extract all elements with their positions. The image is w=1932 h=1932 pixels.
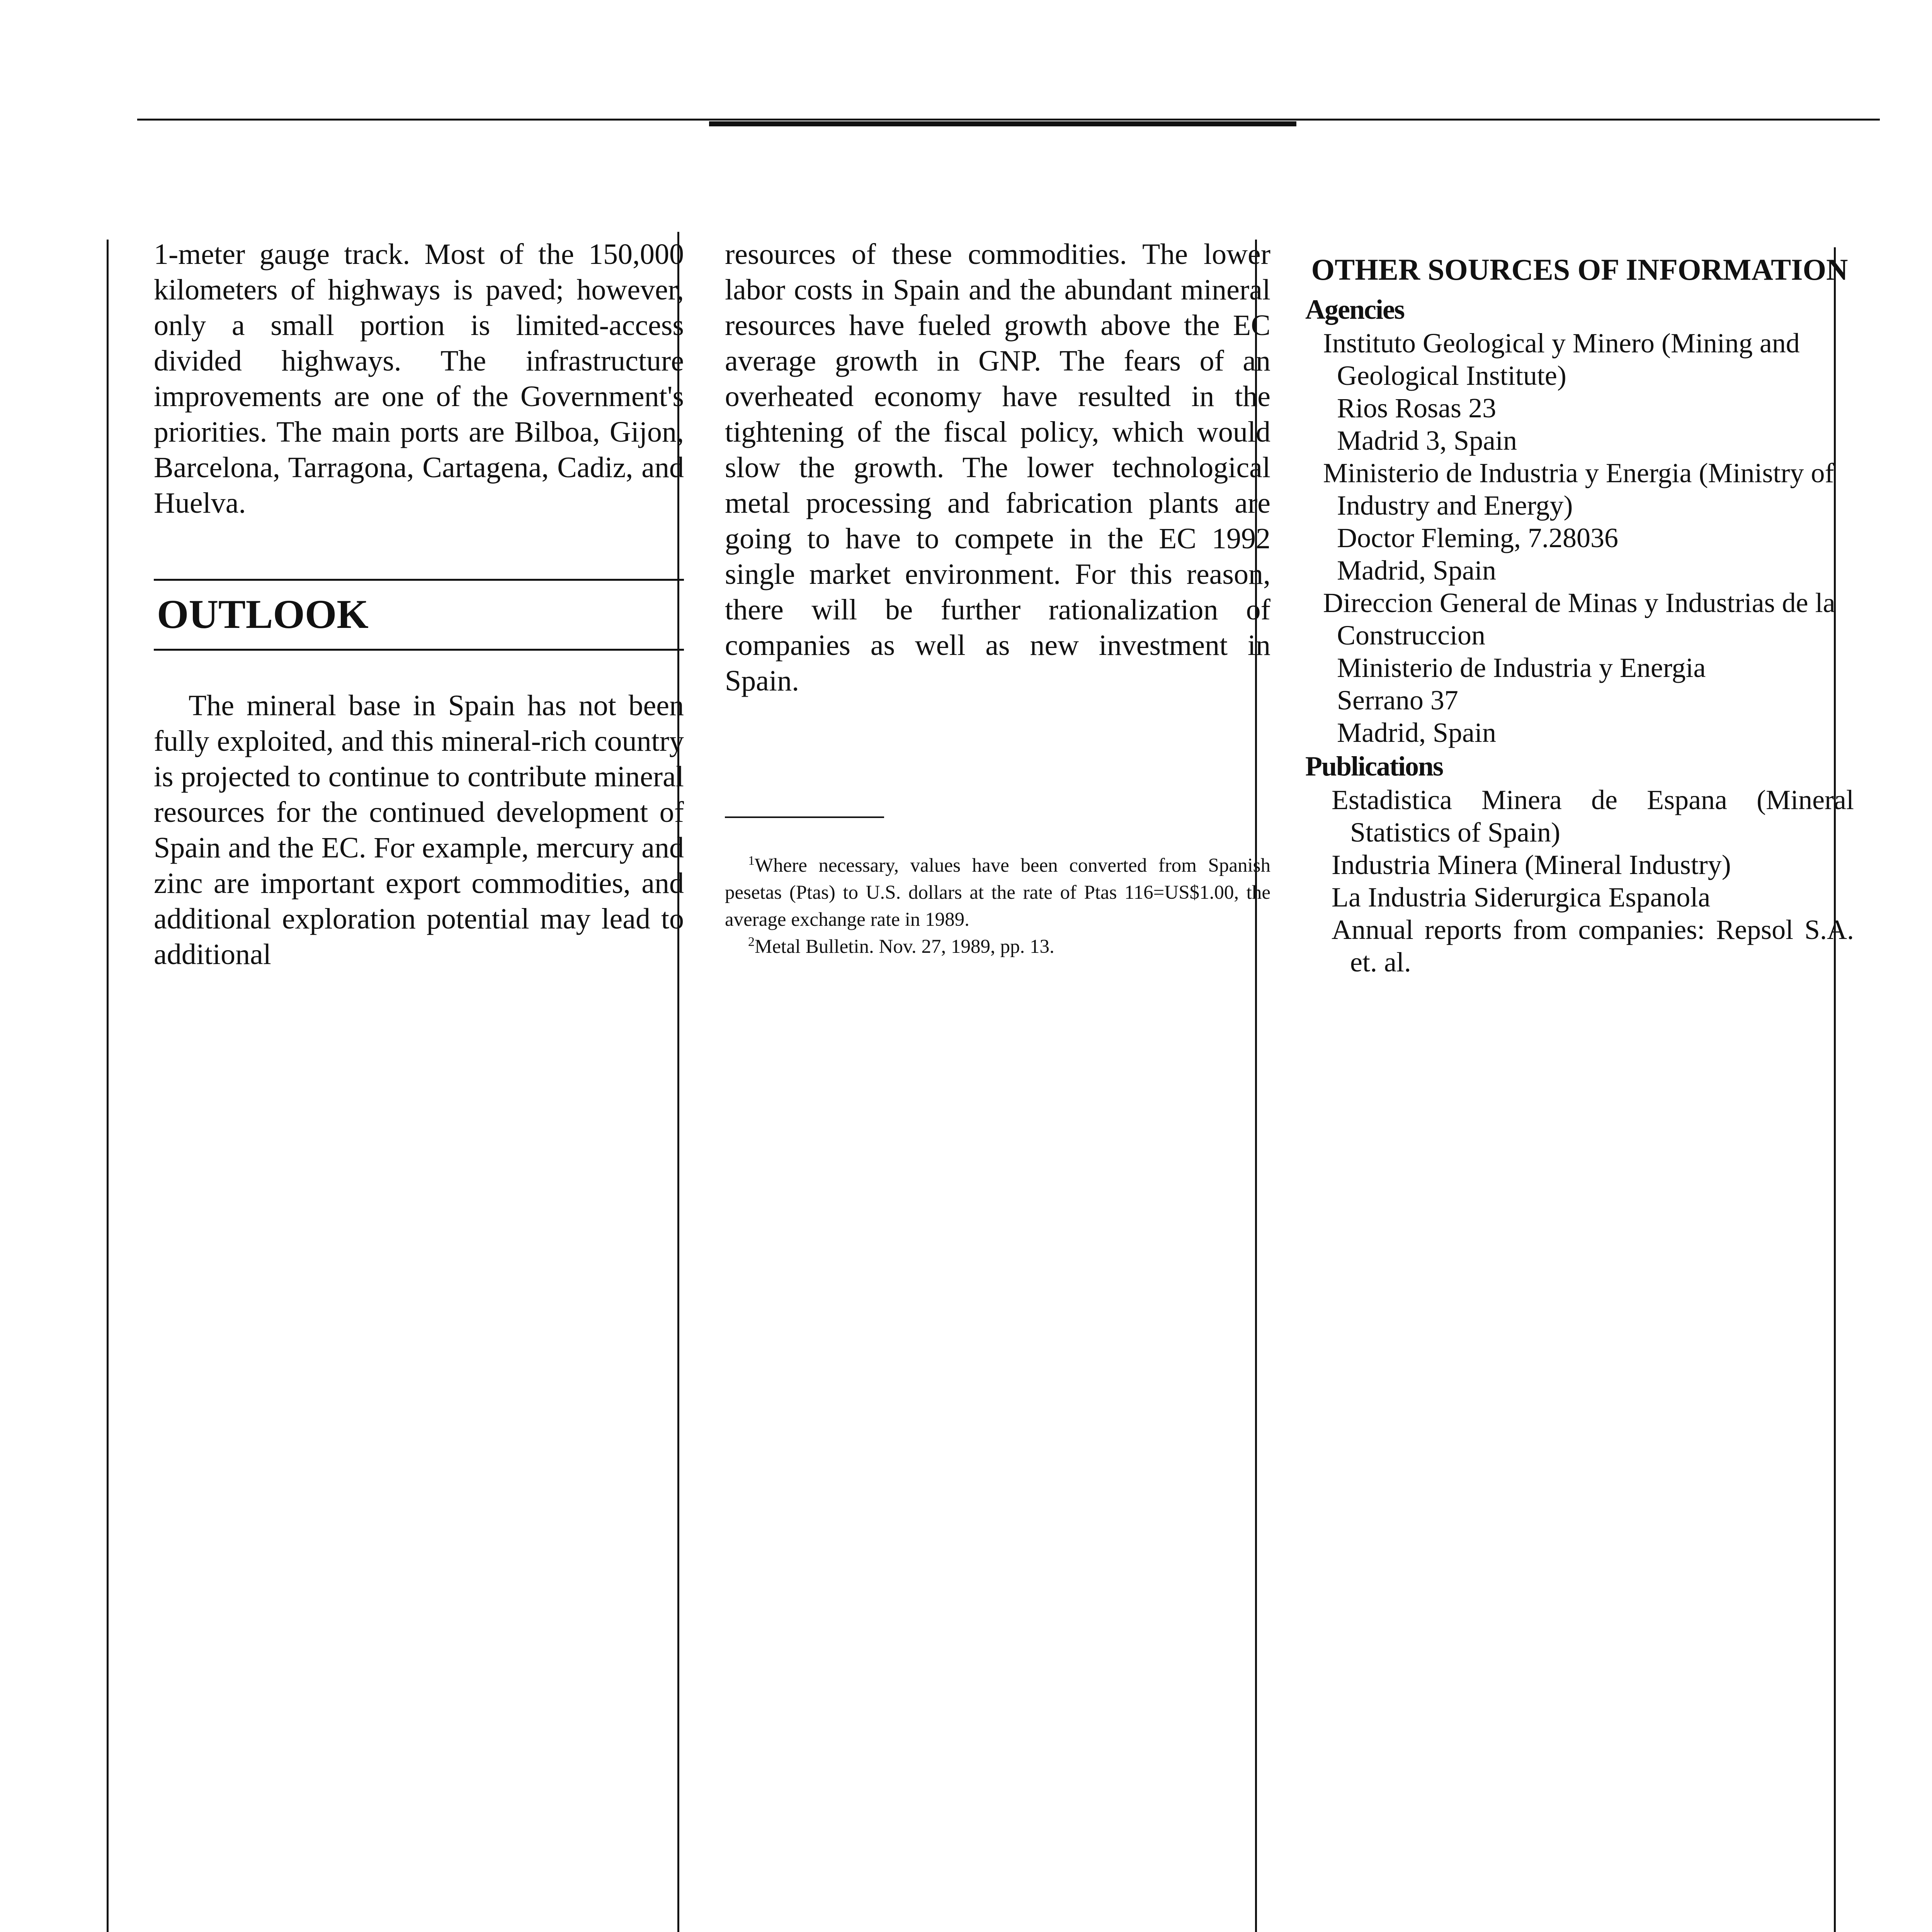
body-paragraph: The mineral base in Spain has not been fully exploited, and this mineral-rich country is projected to continue to contribute mineral resources for the continued development of Spain and the EC. For example, mercury and zinc are important export commodities, and additional exploration potential may lead to additional bbox=[154, 689, 684, 971]
section-heading-outlook: OUTLOOK bbox=[154, 579, 684, 651]
publication-item: Annual reports from companies: Repsol S.A. et. al. bbox=[1332, 914, 1854, 978]
subheading-agencies: Agencies bbox=[1305, 294, 1404, 325]
column-divider bbox=[107, 240, 109, 1932]
agency-entry: Instituto Geological y Minero (Mining and Geological Institute) Rios Rosas 23 Madrid 3, Spain bbox=[1323, 328, 1800, 456]
footnotes bbox=[725, 852, 1270, 960]
column-2 bbox=[725, 236, 1270, 960]
subheading-publications: Publications bbox=[1305, 751, 1443, 782]
footnote-1: $^1$Where necessary, values have been converted from Spanish pesetas (Ptas) to U.S. dollars at the rate of Ptas 116=US$1.00, the average exchange rate in 1989. bbox=[725, 854, 1270, 930]
body-paragraph: resources of these commodities. The lower labor costs in Spain and the abundant mineral resources have fueled growth above the EC average growth in GNP. The fears of an overheated economy have resulted in the tightening of the fiscal policy, which would slow the growth. The lower technological metal processing and fabrication plants are going to have to compete in the EC 1992 single market environment. For this reason, there will be further rationalization of companies as well as new investment in Spain. bbox=[725, 238, 1270, 697]
footnote-2: $^2$Metal Bulletin. Nov. 27, 1989, pp. 13. bbox=[748, 935, 1054, 957]
agency-entry: Direccion General de Minas y Industrias de la Construccion Ministerio de Industria y Energia Serrano 37 Madrid, Spain bbox=[1323, 587, 1835, 748]
body-paragraph: 1-meter gauge track. Most of the 150,000 kilometers of highways is paved; however, only a small portion is limited-access divided highways. The infrastructure improvements are one of the Government's priorities. The main ports are Bilboa, Gijon, Barcelona, Tarragona, Cartagena, Cadiz, and Huelva. bbox=[154, 238, 684, 519]
publication-item: Estadistica Minera de Espana (Mineral Statistics of Spain) bbox=[1332, 784, 1854, 848]
top-rule-thick bbox=[709, 121, 1296, 126]
publication-item: La Industria Siderurgica Espanola bbox=[1332, 882, 1711, 913]
column-1 bbox=[154, 236, 684, 972]
publication-item: Industria Minera (Mineral Industry) bbox=[1332, 849, 1731, 880]
agency-entry: Ministerio de Industria y Energia (Ministry of Industry and Energy) Doctor Fleming, 7.28036 Madrid, Spain bbox=[1323, 457, 1834, 586]
footnote-separator bbox=[725, 816, 884, 818]
column-3 bbox=[1305, 250, 1854, 978]
top-rule bbox=[137, 119, 1880, 121]
section-heading-other-sources: OTHER SOURCES OF INFORMATION bbox=[1311, 253, 1848, 286]
